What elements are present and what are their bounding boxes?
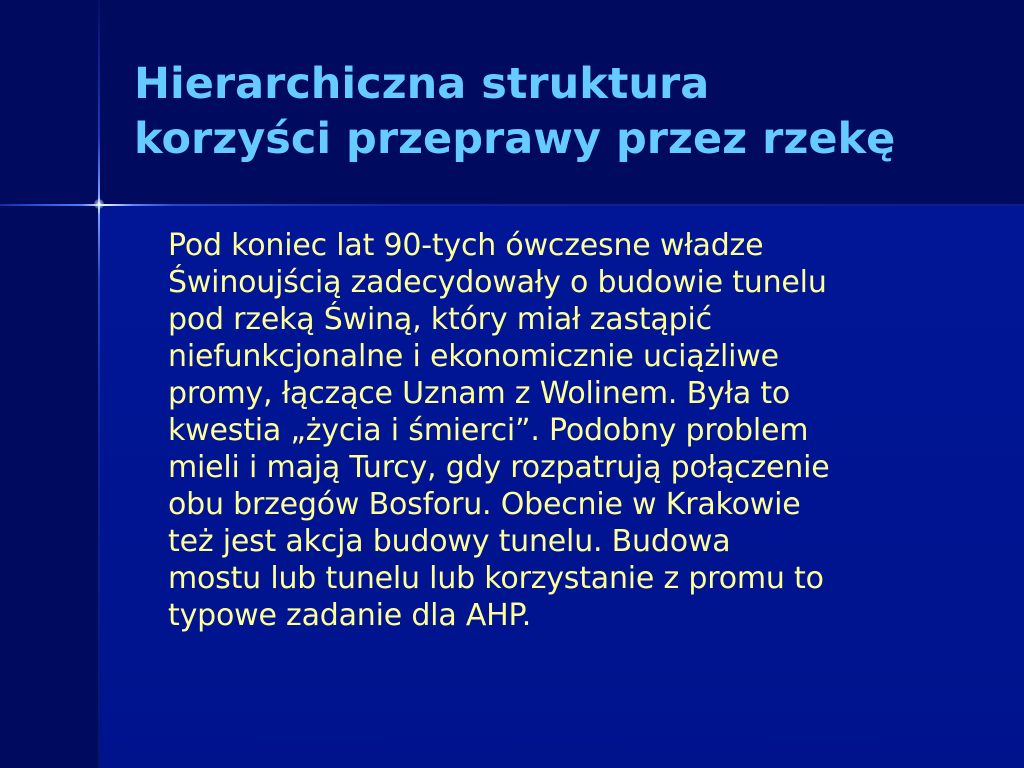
vertical-divider <box>98 0 100 768</box>
slide-title <box>134 57 994 167</box>
body-line-9: też jest akcja budowy tunelu. Budowa <box>168 524 731 559</box>
body-line-1: Pod koniec lat 90-tych ówczesne władze <box>168 228 764 263</box>
body-line-4: niefunkcjonalne i ekonomicznie uciążliwe <box>168 339 779 374</box>
body-line-10: mostu lub tunelu lub korzystanie z promu to <box>168 561 824 596</box>
slide-title-line-1: Hierarchiczna struktura <box>134 59 710 109</box>
slide-title-line-2: korzyści przeprawy przez rzekę <box>134 114 896 164</box>
body-line-3: pod rzeką Świną, który miał zastąpić <box>168 302 712 337</box>
left-margin-background <box>0 206 100 768</box>
body-line-11: typowe zadanie dla AHP. <box>168 598 532 633</box>
body-line-8: obu brzegów Bosforu. Obecnie w Krakowie <box>168 487 801 522</box>
slide-body <box>168 227 958 634</box>
horizontal-divider <box>0 204 1024 206</box>
divider-sparkle <box>94 199 104 209</box>
body-line-5: promy, łączące Uznam z Wolinem. Była to <box>168 376 791 411</box>
body-line-6: kwestia „życia i śmierci”. Podobny problem <box>168 413 809 448</box>
body-line-7: mieli i mają Turcy, gdy rozpatrują połączenie <box>168 450 830 485</box>
body-line-2: Świnoujścią zadecydowały o budowie tunelu <box>168 265 827 300</box>
